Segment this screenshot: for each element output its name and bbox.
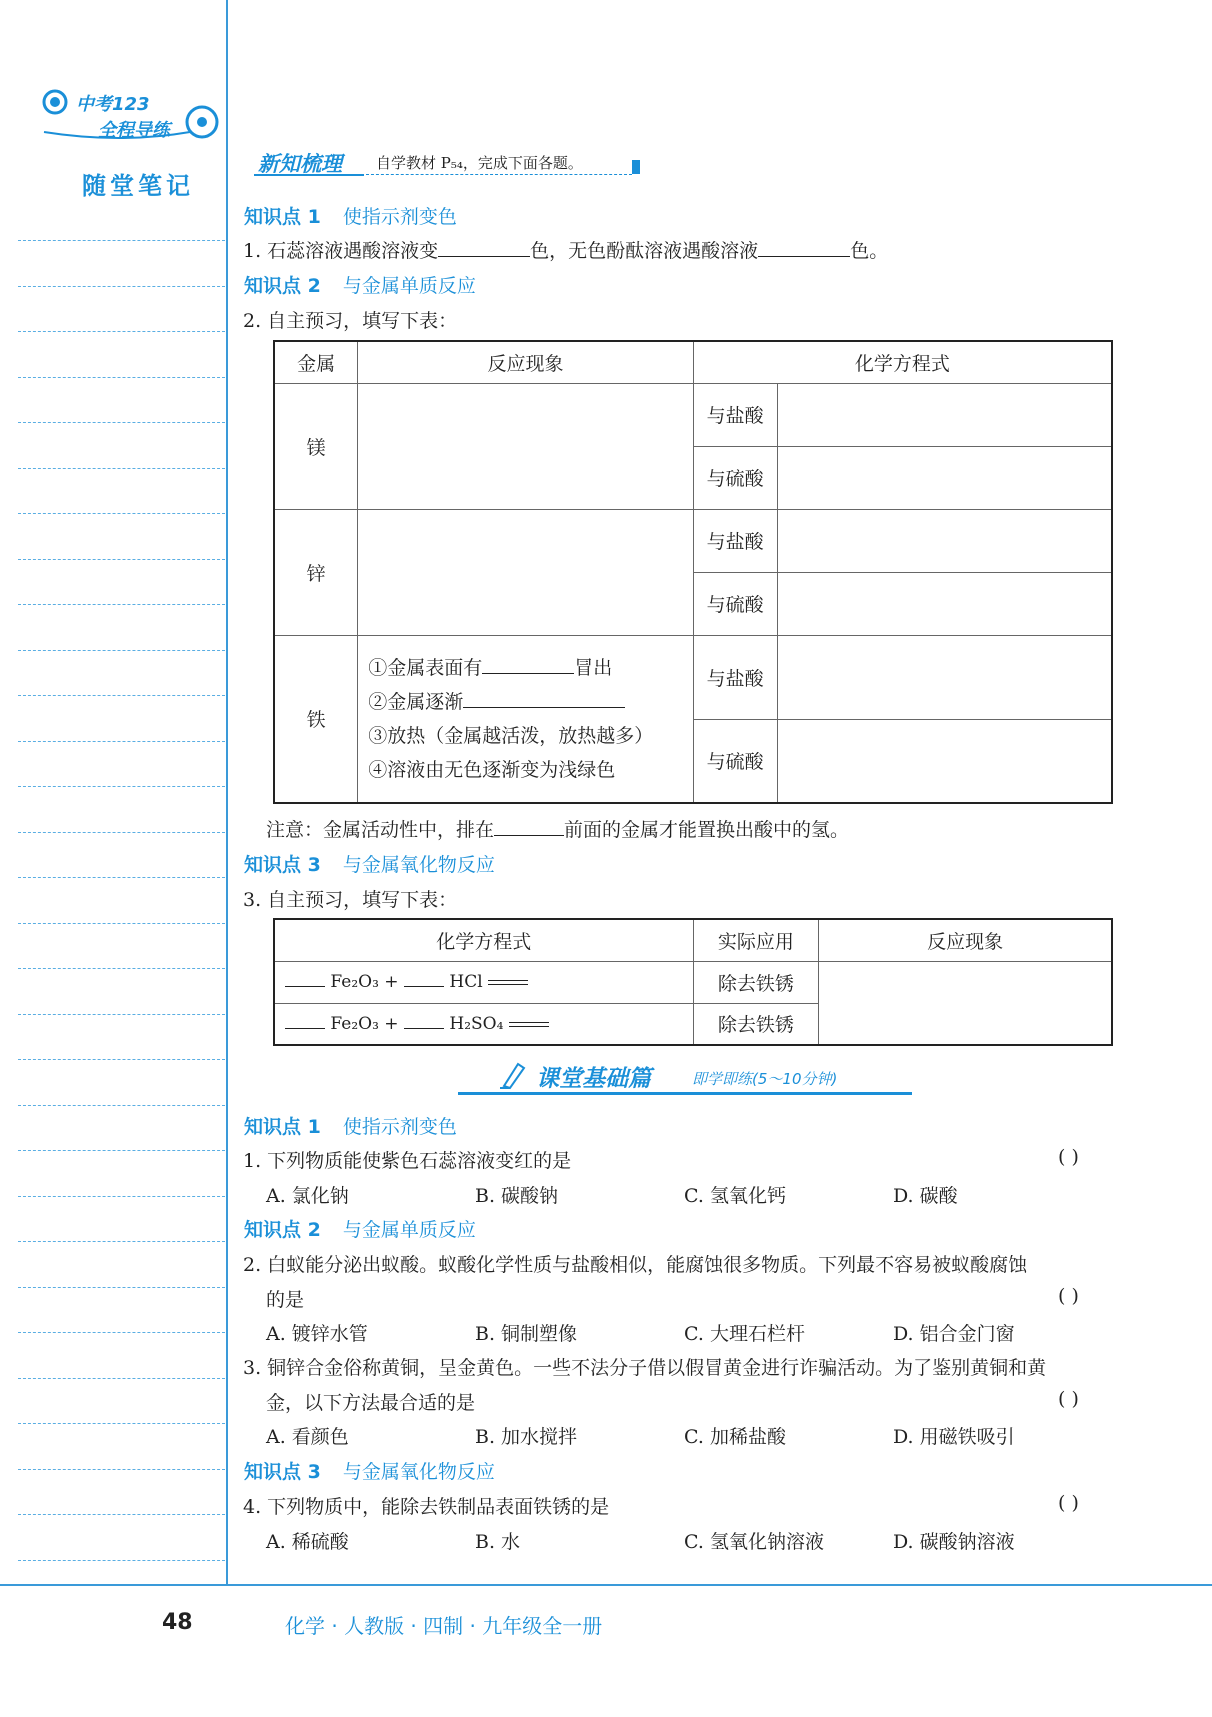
- equation-cell[interactable]: [777, 719, 1112, 803]
- banner-title: 课堂基础篇: [536, 1066, 651, 1092]
- coefficient-blank[interactable]: [404, 986, 444, 987]
- note-text-a: 注意：金属活动性中，排在: [266, 819, 495, 841]
- option-b[interactable]: B. 加水搅拌: [475, 1426, 578, 1448]
- kp-title: 使指示剂变色: [342, 1116, 457, 1138]
- pen-icon: [498, 1060, 528, 1090]
- note-line: [18, 877, 225, 878]
- option-b[interactable]: B. 碳酸钠: [475, 1185, 559, 1207]
- metal-acid-table: [273, 340, 1113, 804]
- equation-cell[interactable]: [777, 383, 1112, 446]
- brand-logo: [40, 88, 220, 146]
- book-title: 化学 · 人教版 · 四制 · 九年级全一册: [285, 1614, 603, 1638]
- page-number: 48: [162, 1610, 193, 1635]
- knowledge-point-heading: [244, 271, 476, 298]
- note-line: [18, 604, 225, 605]
- note-line: [18, 1150, 225, 1151]
- knowledge-point-heading: [244, 1112, 457, 1139]
- coefficient-blank[interactable]: [285, 986, 325, 987]
- footer-divider: [0, 1584, 1212, 1586]
- option-d[interactable]: D. 碳酸钠溶液: [893, 1531, 1015, 1553]
- kp-title: 与金属单质反应: [342, 1219, 476, 1241]
- kp-number: 知识点 1: [244, 1116, 321, 1138]
- equation-cell[interactable]: [777, 509, 1112, 572]
- logo-line2: 全程导练: [98, 120, 170, 141]
- answer-blank[interactable]: [463, 707, 625, 708]
- practice-banner: [458, 1060, 912, 1092]
- option-a[interactable]: A. 镀锌水管: [266, 1323, 368, 1345]
- table-header: 金属: [274, 341, 358, 383]
- note-line: [18, 513, 225, 514]
- note-line: [18, 1059, 225, 1060]
- question-stem: 2. 白蚁能分泌出蚁酸。蚁酸化学性质与盐酸相似，能腐蚀很多物质。下列最不容易被蚁酸腐蚀: [243, 1254, 1028, 1276]
- note-line: [18, 1514, 225, 1515]
- equation-cell[interactable]: [777, 572, 1112, 635]
- note-line: [18, 331, 225, 332]
- question-stem-cont: 的是: [266, 1289, 305, 1311]
- acid-label: 与盐酸: [693, 383, 777, 446]
- iron-phenomenon-4: ④溶液由无色逐渐变为浅绿色: [368, 758, 616, 781]
- phenomenon-cell[interactable]: [358, 509, 693, 635]
- phenomenon-cell[interactable]: [358, 383, 693, 509]
- knowledge-point-heading: [244, 1215, 476, 1242]
- text: ①金属表面有: [368, 656, 483, 679]
- option-c[interactable]: C. 大理石栏杆: [684, 1323, 805, 1345]
- acid-label: 与硫酸: [693, 719, 777, 803]
- kp-number: 知识点 1: [244, 206, 321, 228]
- answer-paren[interactable]: ( ): [1058, 1388, 1079, 1410]
- note-line: [18, 650, 225, 651]
- margin-divider: [226, 0, 228, 1584]
- iron-phenomena: [358, 635, 693, 803]
- note-line: [18, 1560, 225, 1561]
- table-header: 实际应用: [693, 919, 819, 961]
- question-stem: 3. 铜锌合金俗称黄铜，呈金黄色。一些不法分子借以假冒黄金进行诈骗活动。为了鉴别黄铜和黄: [243, 1357, 1047, 1379]
- section-header: [254, 148, 640, 176]
- kp-number: 知识点 2: [244, 1219, 321, 1241]
- kp-title: 与金属氧化物反应: [342, 1461, 495, 1483]
- option-d[interactable]: D. 用磁铁吸引: [893, 1426, 1015, 1448]
- metal-cell: 镁: [274, 383, 358, 509]
- section-label: 新知梳理: [258, 152, 342, 176]
- note-line: [18, 1196, 225, 1197]
- coefficient-blank[interactable]: [285, 1028, 325, 1029]
- note-line: [18, 923, 225, 924]
- note-line: [18, 695, 225, 696]
- note-line: [18, 1287, 225, 1288]
- phenomenon-cell[interactable]: [819, 961, 1112, 1045]
- note-line: [18, 968, 225, 969]
- option-b[interactable]: B. 铜制塑像: [475, 1323, 578, 1345]
- question-stem: 4. 下列物质中，能除去铁制品表面铁锈的是: [243, 1496, 610, 1518]
- formula: Fe₂O₃ +: [330, 972, 399, 992]
- q1-text-b: 色，无色酚酞溶液遇酸溶液: [530, 240, 759, 262]
- note-line: [18, 468, 225, 469]
- equation-row: [274, 1003, 693, 1045]
- note-line: [18, 559, 225, 560]
- application-cell: 除去铁锈: [693, 961, 819, 1003]
- kp-number: 知识点 3: [244, 854, 321, 876]
- note-line: [18, 1014, 225, 1015]
- note-line: [18, 1332, 225, 1333]
- q1-text-a: 1. 石蕊溶液遇酸溶液变: [243, 240, 439, 262]
- table-header: 化学方程式: [693, 341, 1112, 383]
- kp-title: 与金属单质反应: [342, 275, 476, 297]
- sidebar-title: 随堂笔记: [82, 171, 194, 200]
- application-cell: 除去铁锈: [693, 1003, 819, 1045]
- note-line: [18, 240, 225, 241]
- note-line: [18, 1378, 225, 1379]
- iron-phenomenon-3: ③放热（金属越活泼，放热越多）: [368, 724, 654, 747]
- answer-blank[interactable]: [758, 256, 850, 257]
- question-stem-cont: 金，以下方法最合适的是: [266, 1392, 476, 1414]
- question-1: [243, 236, 888, 263]
- coefficient-blank[interactable]: [404, 1028, 444, 1029]
- note-line: [18, 832, 225, 833]
- table-header: 化学方程式: [274, 919, 693, 961]
- note: [266, 815, 849, 842]
- acid-label: 与盐酸: [693, 635, 777, 719]
- note-line: [18, 1241, 225, 1242]
- text: 冒出: [574, 656, 613, 679]
- kp-number: 知识点 3: [244, 1461, 321, 1483]
- answer-blank[interactable]: [494, 835, 564, 836]
- acid-label: 与硫酸: [693, 446, 777, 509]
- option-c[interactable]: C. 氢氧化钠溶液: [684, 1531, 824, 1553]
- equals-sign: [509, 1022, 549, 1027]
- option-a[interactable]: A. 看颜色: [266, 1426, 349, 1448]
- equation-cell[interactable]: [777, 635, 1112, 719]
- question-3: 3. 自主预习，填写下表：: [243, 889, 458, 911]
- formula: HCl: [449, 972, 483, 992]
- text: ②金属逐渐: [368, 690, 464, 713]
- answer-paren[interactable]: ( ): [1058, 1146, 1079, 1168]
- kp-title: 与金属氧化物反应: [342, 854, 495, 876]
- note-line: [18, 286, 225, 287]
- acid-label: 与盐酸: [693, 509, 777, 572]
- kp-title: 使指示剂变色: [342, 206, 457, 228]
- iron-phenomenon-2: [368, 685, 692, 719]
- formula: Fe₂O₃ +: [330, 1013, 399, 1034]
- option-b[interactable]: B. 水: [475, 1531, 521, 1553]
- option-c[interactable]: C. 氢氧化钙: [684, 1185, 786, 1207]
- answer-paren[interactable]: ( ): [1058, 1492, 1079, 1514]
- answer-paren[interactable]: ( ): [1058, 1285, 1079, 1307]
- note-line: [18, 377, 225, 378]
- note-line: [18, 422, 225, 423]
- note-line: [18, 1105, 225, 1106]
- table-header: 反应现象: [358, 341, 693, 383]
- knowledge-point-heading: [244, 850, 495, 877]
- answer-blank[interactable]: [482, 673, 574, 674]
- note-line: [18, 1423, 225, 1424]
- equation-cell[interactable]: [777, 446, 1112, 509]
- note-line: [18, 786, 225, 787]
- equation-row: [274, 961, 693, 1003]
- logo-line1: 中考123: [76, 94, 150, 115]
- note-line: [18, 741, 225, 742]
- metal-cell: 锌: [274, 509, 358, 635]
- equals-sign: [488, 980, 528, 985]
- note-text-b: 前面的金属才能置换出酸中的氢。: [564, 819, 850, 841]
- q1-text-c: 色。: [850, 240, 889, 262]
- knowledge-point-heading: [244, 1457, 495, 1484]
- oxide-acid-table: [273, 918, 1113, 1046]
- question-2: 2. 自主预习，填写下表：: [243, 310, 458, 332]
- acid-label: 与硫酸: [693, 572, 777, 635]
- iron-phenomenon-1: [368, 651, 692, 685]
- question-stem: 1. 下列物质能使紫色石蕊溶液变红的是: [243, 1150, 572, 1172]
- table-header: 反应现象: [819, 919, 1112, 961]
- option-a[interactable]: A. 稀硫酸: [266, 1531, 349, 1553]
- answer-blank[interactable]: [438, 256, 530, 257]
- banner-subtitle: 即学即练(5～10分钟): [692, 1070, 838, 1088]
- knowledge-point-heading: [244, 202, 457, 229]
- option-a[interactable]: A. 氯化钠: [266, 1185, 349, 1207]
- option-d[interactable]: D. 碳酸: [893, 1185, 958, 1207]
- metal-cell: 铁: [274, 635, 358, 803]
- option-c[interactable]: C. 加稀盐酸: [684, 1426, 786, 1448]
- section-instruction: 自学教材 P₅₄，完成下面各题。: [376, 154, 583, 172]
- note-line: [18, 1469, 225, 1470]
- option-d[interactable]: D. 铝合金门窗: [893, 1323, 1015, 1345]
- kp-number: 知识点 2: [244, 275, 321, 297]
- formula: H₂SO₄: [449, 1013, 504, 1034]
